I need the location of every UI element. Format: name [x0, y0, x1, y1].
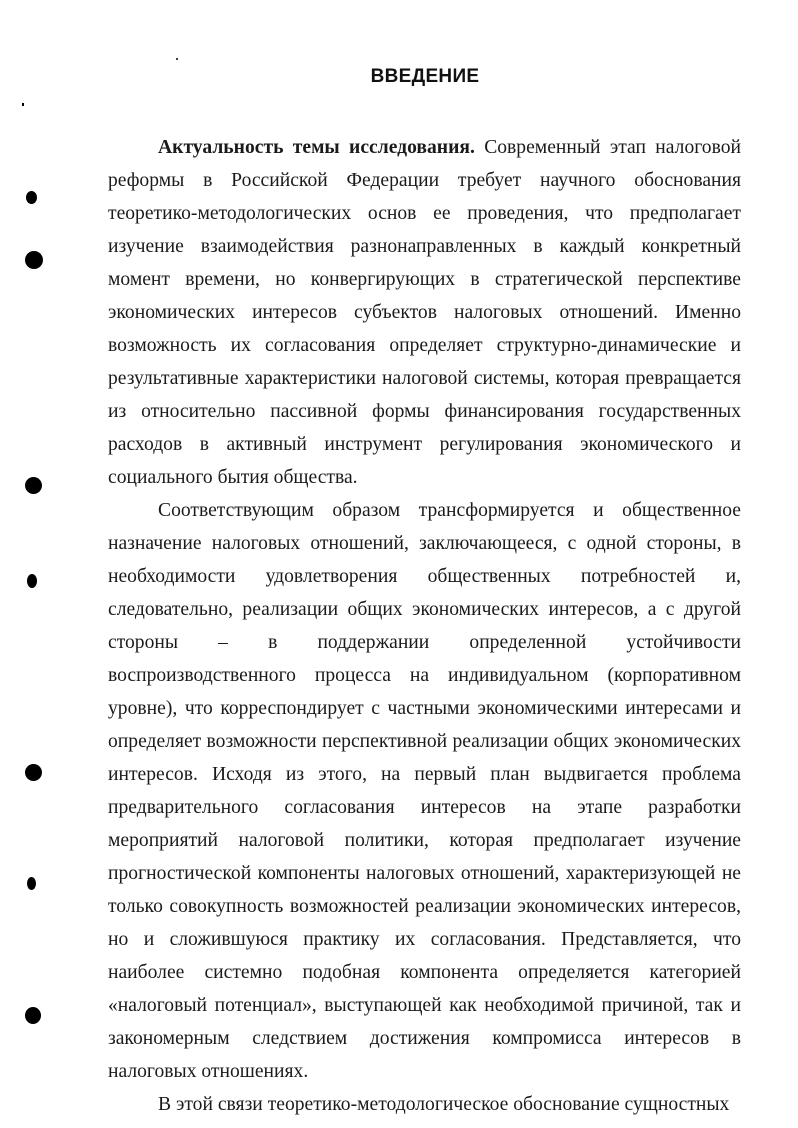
binder-hole-mark	[26, 191, 37, 204]
lead-phrase: Актуальность темы исследования.	[158, 137, 475, 158]
scan-speck	[22, 103, 24, 106]
binder-hole-mark	[25, 251, 43, 269]
paragraph: В этой связи теоретико-методологическое обоснование сущностных	[158, 1094, 730, 1115]
binder-hole-mark	[25, 477, 42, 494]
paragraph-text: Современный этап налоговой реформы в Российской Федерации требует научного обоснования теоретико-методологических основ ее проведения, что предполагает изучение взаимодействия разнонаправленных в каждый конкретный момент времени, но конвергирующих в стратегической перспективе экономических интересов субъектов налоговых отношений. Именно возможность их согласования определяет структурно-динамические и результативные характеристики налоговой системы, которая превращается из относительно пассивной формы финансирования государственных расходов в активный инструмент регулирования экономического и социального бытия общества.	[108, 137, 741, 488]
paragraph: Соответствующим образом трансформируется и общественное назначение налоговых отношений, заключающееся, с одной стороны, в необходимости удовлетворения общественных потребностей и, следовательно, реализации общих экономических интересов, а с другой стороны – в поддержании определенной устойчивости воспроизводственного процесса на индивидуальном (корпоративном уровне), что корреспондирует с частными экономическими интересами и определяет возможности перспективной реализации общих экономических интересов. Исходя из этого, на первый план выдвигается проблема предварительного согласования интересов на этапе разработки мероприятий налоговой политики, которая предполагает изучение прогностической компоненты налоговых отношений, характеризующей не только совокупность возможностей реализации экономических интересов, но и сложившуюся практику их согласования. Представляется, что наиболее системно подобная компонента определяется категорией «налоговый потенциал», выступающей как необходимой причиной, так и закономерным следствием достижения компромисса интересов в налоговых отношениях.	[108, 500, 741, 1082]
page-title: ВВЕДЕНИЕ	[370, 66, 480, 87]
body-text	[108, 131, 741, 1121]
scan-speck	[176, 58, 178, 60]
binder-hole-mark	[25, 764, 42, 781]
paragraph	[108, 131, 741, 494]
binder-hole-mark	[27, 877, 36, 890]
binder-hole-mark	[25, 1007, 41, 1024]
binder-hole-mark	[27, 574, 37, 588]
